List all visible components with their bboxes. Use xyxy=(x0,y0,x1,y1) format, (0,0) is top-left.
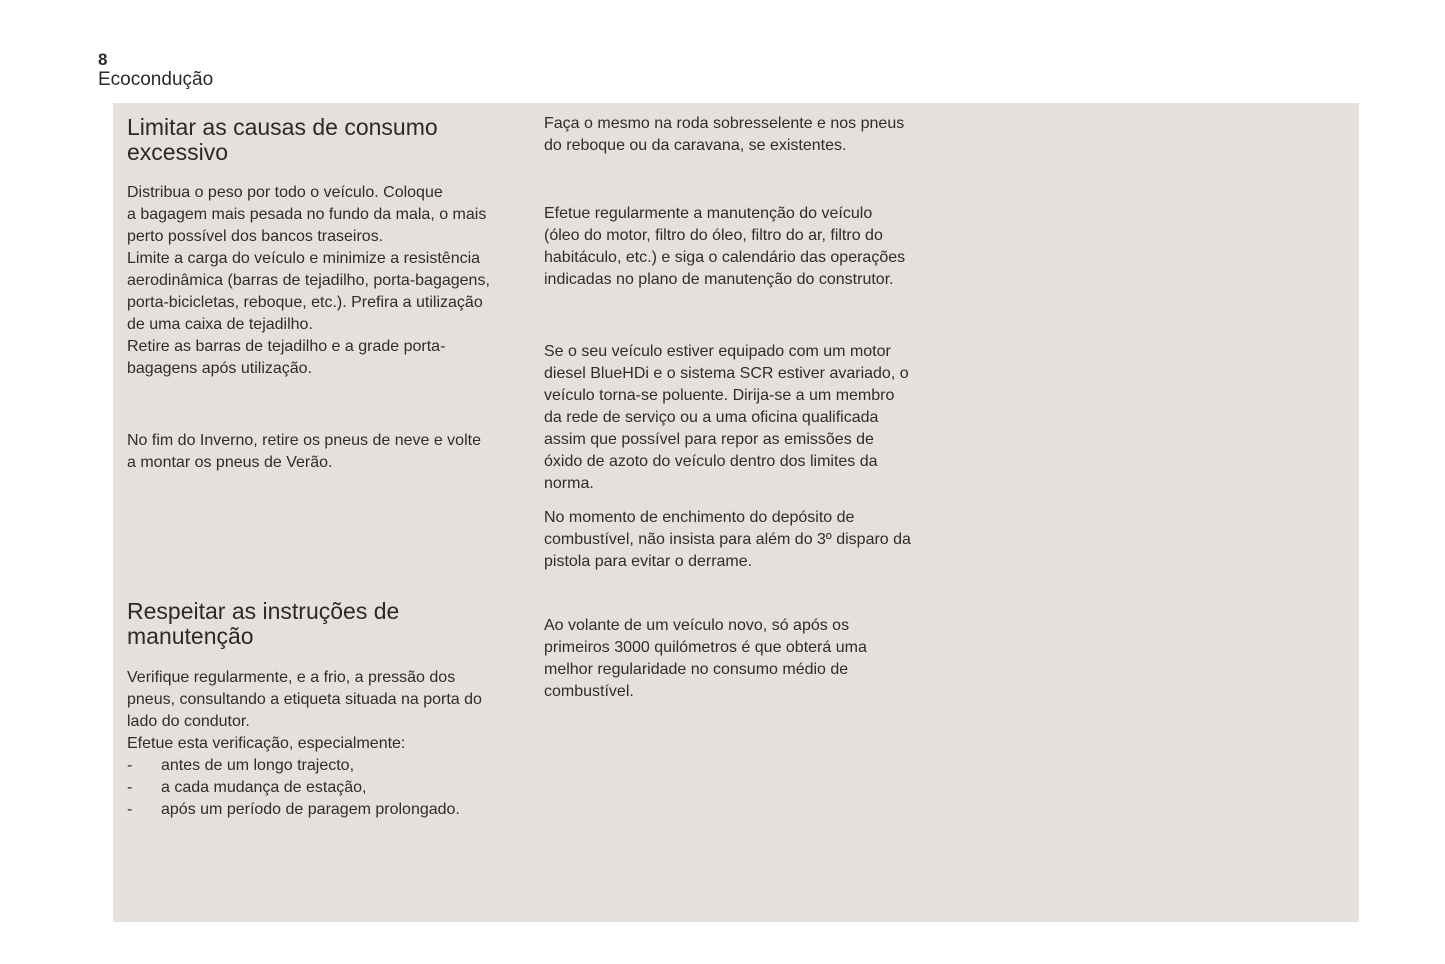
heading-line: Limitar as causas de consumo xyxy=(127,114,438,140)
heading-line: Respeitar as instruções de xyxy=(127,598,400,624)
text-line: do reboque ou da caravana, se existentes. xyxy=(544,137,847,154)
list-bullet: - xyxy=(127,757,133,774)
list-item xyxy=(127,777,527,799)
heading-line: excessivo xyxy=(127,139,228,165)
page-number: 8 xyxy=(98,50,108,69)
heading-excessive-consumption xyxy=(127,115,527,165)
text-line: assim que possível para repor as emissões de xyxy=(544,431,874,448)
text-line: Se o seu veículo estiver equipado com um motor xyxy=(544,343,891,360)
text-line: primeiros 3000 quilómetros é que obterá uma xyxy=(544,639,867,656)
paragraph-spare-wheel xyxy=(544,113,944,157)
text-line: bagagens após utilização. xyxy=(127,360,313,377)
list-item-text: antes de um longo trajecto, xyxy=(161,757,355,774)
text-line: Distribua o peso por todo o veículo. Coloque xyxy=(127,184,443,201)
section-title: Ecocondução xyxy=(98,69,214,90)
text-line: pistola para evitar o derrame. xyxy=(544,553,753,570)
list-item-text: a cada mudança de estação, xyxy=(161,779,367,796)
text-line: combustível. xyxy=(544,683,634,700)
text-line: Verifique regularmente, e a frio, a pressão dos xyxy=(127,669,456,686)
heading-maintenance xyxy=(127,599,527,649)
text-line: a bagagem mais pesada no fundo da mala, o mais xyxy=(127,206,487,223)
text-line: Faça o mesmo na roda sobresselente e nos pneus xyxy=(544,115,905,132)
paragraph-service-schedule xyxy=(544,203,944,291)
text-line: Efetue esta verificação, especialmente: xyxy=(127,735,406,752)
text-line: Retire as barras de tejadilho e a grade porta- xyxy=(127,338,446,355)
text-line: pneus, consultando a etiqueta situada na porta do xyxy=(127,691,482,708)
text-line: óxido de azoto do veículo dentro dos limites da xyxy=(544,453,878,470)
paragraph-tyre-pressure xyxy=(127,667,527,821)
text-line: a montar os pneus de Verão. xyxy=(127,454,333,471)
content-panel xyxy=(113,103,1359,922)
paragraph-winter-tyres xyxy=(127,430,527,474)
paragraph-fuel-filling xyxy=(544,507,944,573)
text-line: diesel BlueHDi e o sistema SCR estiver avariado, o xyxy=(544,365,909,382)
text-line: de uma caixa de tejadilho. xyxy=(127,316,313,333)
text-line: combustível, não insista para além do 3º disparo da xyxy=(544,531,911,548)
paragraph-bluehdi-scr xyxy=(544,341,944,495)
list-item-text: após um período de paragem prolongado. xyxy=(161,801,460,818)
text-line: lado do condutor. xyxy=(127,713,250,730)
text-line: perto possível dos bancos traseiros. xyxy=(127,228,384,245)
paragraph-weight-load xyxy=(127,182,527,380)
text-line: porta-bicicletas, reboque, etc.). Prefira a utilização xyxy=(127,294,483,311)
heading-line: manutenção xyxy=(127,623,254,649)
text-line: Ao volante de um veículo novo, só após os xyxy=(544,617,850,634)
list-item xyxy=(127,799,527,821)
text-line: Limite a carga do veículo e minimize a resistência xyxy=(127,250,481,267)
text-line: No fim do Inverno, retire os pneus de neve e volte xyxy=(127,432,481,449)
list-item xyxy=(127,755,527,777)
text-line: aerodinâmica (barras de tejadilho, porta-bagagens, xyxy=(127,272,490,289)
list-bullet: - xyxy=(127,801,133,818)
list-bullet: - xyxy=(127,779,133,796)
text-line: habitáculo, etc.) e siga o calendário das operações xyxy=(544,249,906,266)
text-line: da rede de serviço ou a uma oficina qualificada xyxy=(544,409,879,426)
text-line: Efetue regularmente a manutenção do veículo xyxy=(544,205,873,222)
paragraph-new-vehicle xyxy=(544,615,944,703)
text-line: norma. xyxy=(544,475,594,492)
text-line: (óleo do motor, filtro do óleo, filtro do ar, filtro do xyxy=(544,227,883,244)
text-line: veículo torna-se poluente. Dirija-se a um membro xyxy=(544,387,895,404)
text-line: melhor regularidade no consumo médio de xyxy=(544,661,849,678)
text-line: No momento de enchimento do depósito de xyxy=(544,509,855,526)
text-line: indicadas no plano de manutenção do construtor. xyxy=(544,271,894,288)
